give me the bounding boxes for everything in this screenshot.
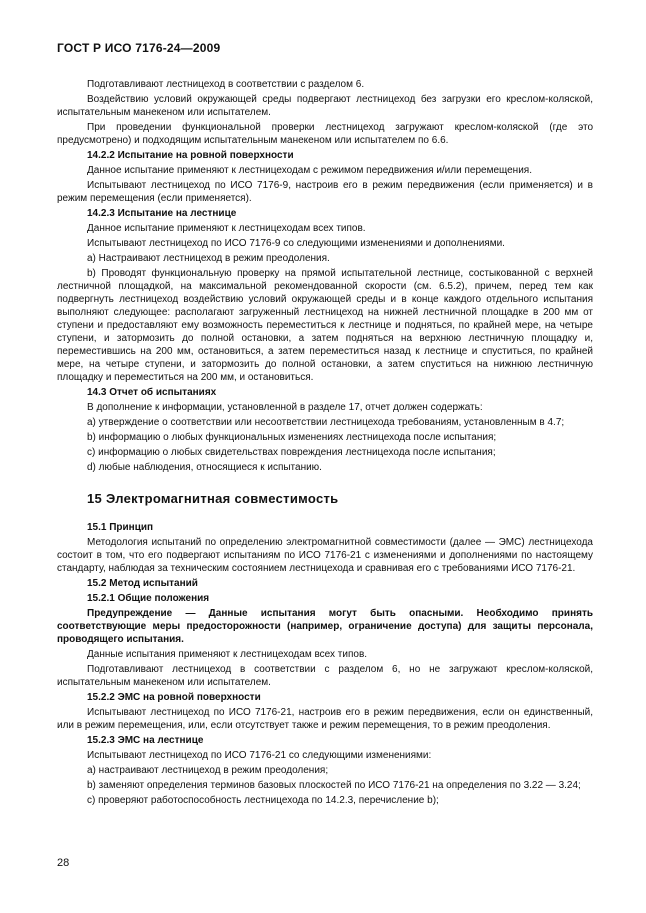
- list-item: a) настраивают лестницеход в режим преодоления;: [87, 765, 329, 776]
- subsection-heading: 15.2.3 ЭМС на лестнице: [87, 735, 204, 746]
- list-item: a) утверждение о соответствии или несоответствии лестницехода требованиям, установленным в 4.7;: [87, 417, 565, 428]
- subsection-heading: 15.2 Метод испытаний: [87, 578, 198, 589]
- document-body: [57, 78, 593, 809]
- subsection-heading: 14.3 Отчет об испытаниях: [87, 387, 217, 398]
- list-item: c) проверяют работоспособность лестницехода по 14.2.3, перечисление b);: [87, 795, 439, 806]
- subsection-heading: 15.2.1 Общие положения: [87, 593, 210, 604]
- paragraph: Испытывают лестницеход по ИСО 7176-9, настроив его в режим передвижения (если применяется) и в режим перемещения (если применяется).: [57, 180, 593, 204]
- section-heading: 15 Электромагнитная совместимость: [87, 491, 339, 506]
- document-header: ГОСТ Р ИСО 7176-24—2009: [57, 41, 221, 55]
- subsection-heading: 15.2.2 ЭМС на ровной поверхности: [87, 692, 261, 703]
- paragraph: Испытывают лестницеход по ИСО 7176-21, настроив его в режим передвижения, если он единственный, или в режим перемещения, или, если отсутствует также и режим перемещения, то в режим преодоления.: [57, 707, 593, 731]
- paragraph: Данные испытания применяют к лестницеходам всех типов.: [87, 649, 368, 660]
- list-item: b) Проводят функциональную проверку на прямой испытательной лестнице, состыкованной с верхней лестничной площадкой, на максимальной рекомендованной скорости (см. 6.5.2), причем, перед тем как подвергнуть лестницеход воздействию условий окружающей среды и в конце каждого отдельного испытания выполняют следующее: располагают загруженный лестницеход на нижней лестничной площадке в 200 мм от ступени и предоставляют ему возможность переместиться к лестнице и подняться, по крайней мере, на четыре ступени, и затормозить до полной остановки, а затем подняться на верхнюю лестничную площадку и, переместившись на 200 мм, остановиться, а затем переместиться назад к лестнице и спуститься, по крайней мере, на четыре ступени, и затормозить до полной остановки, а затем спуститься на нижнюю лестничную площадку и переместиться на 200 мм, и остановиться.: [57, 268, 593, 383]
- subsection-heading: 14.2.2 Испытание на ровной поверхности: [87, 150, 294, 161]
- warning-paragraph: Предупреждение — Данные испытания могут быть опасными. Необходимо принять соответствующие меры предосторожности (например, ограничение доступа) для защиты персонала, проводящего испытания.: [57, 608, 593, 645]
- subsection-heading: 15.1 Принцип: [87, 522, 154, 533]
- paragraph: Методология испытаний по определению электромагнитной совместимости (далее — ЭМС) лестницехода состоит в том, что его подвергают испытаниям по ИСО 7176-21 с изменениями и дополнениями по настоящему стандарту, наблюдая за техническим состоянием лестницехода и сравнивая его с требованиями ИСО 7176-21.: [57, 537, 593, 574]
- list-item: c) информацию о любых свидетельствах повреждения лестницехода после испытания;: [87, 447, 496, 458]
- subsection-heading: 14.2.3 Испытание на лестнице: [87, 208, 237, 219]
- list-item: d) любые наблюдения, относящиеся к испытанию.: [87, 462, 322, 473]
- list-item: a) Настраивают лестницеход в режим преодоления.: [87, 253, 330, 264]
- paragraph: Подготавливают лестницеход в соответствии с разделом 6, но не загружают креслом-коляской, испытательным манекеном или испытателем.: [57, 664, 593, 688]
- paragraph: Подготавливают лестницеход в соответствии с разделом 6.: [87, 79, 365, 90]
- list-item: b) заменяют определения терминов базовых плоскостей по ИСО 7176-21 на определения по 3.22 — 3.24;: [87, 780, 581, 791]
- page-number: 28: [57, 857, 70, 869]
- paragraph: Испытывают лестницеход по ИСО 7176-21 со следующими изменениями:: [87, 750, 432, 761]
- paragraph: Испытывают лестницеход по ИСО 7176-9 со следующими изменениями и дополнениями.: [87, 238, 505, 249]
- paragraph: Воздействию условий окружающей среды подвергают лестницеход без загрузки его креслом-коляской, испытательным манекеном или испытателем.: [57, 94, 593, 118]
- paragraph: При проведении функциональной проверки лестницеход загружают креслом-коляской (где это предусмотрено) и подходящим испытательным манекеном или испытателем по 6.6.: [57, 122, 593, 146]
- paragraph: Данное испытание применяют к лестницеходам всех типов.: [87, 223, 366, 234]
- paragraph: Данное испытание применяют к лестницеходам с режимом передвижения и/или перемещения.: [87, 165, 532, 176]
- list-item: b) информацию о любых функциональных изменениях лестницехода после испытания;: [87, 432, 497, 443]
- paragraph: В дополнение к информации, установленной в разделе 17, отчет должен содержать:: [87, 402, 483, 413]
